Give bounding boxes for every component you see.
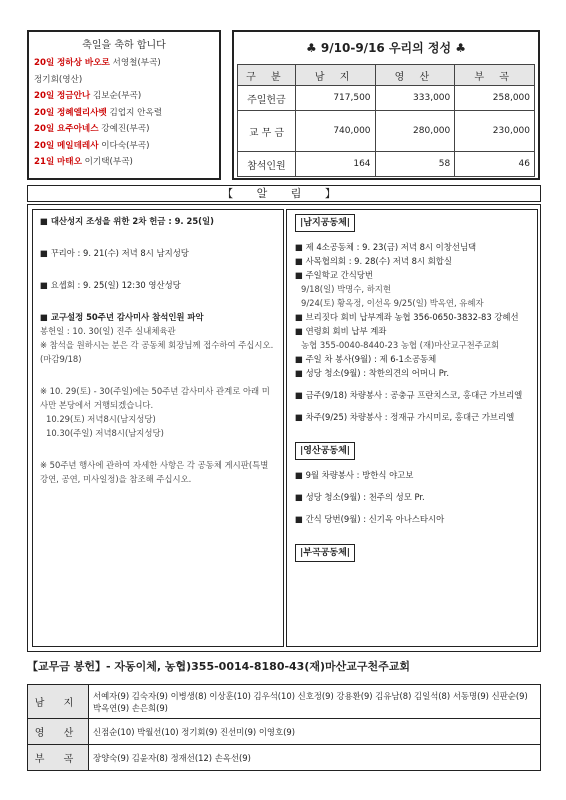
offering-box xyxy=(232,30,540,180)
offering-value: 333,000 xyxy=(375,86,455,111)
offering-row-label: 참석인원 xyxy=(238,152,296,177)
notice-item: ■ 간식 당번(9월) : 신기옥 아나스타시아 xyxy=(295,514,445,524)
feast-saint: 정혜엘리사벳 xyxy=(57,107,107,118)
feast-row xyxy=(34,154,214,171)
feast-row xyxy=(34,72,214,89)
offering-value: 58 xyxy=(375,152,455,177)
offering-header-cell: 구 분 xyxy=(238,65,296,86)
notice-item: ■ 9월 차량봉사 : 방한식 야고보 xyxy=(295,470,414,480)
offering-row-label: 주일헌금 xyxy=(238,86,296,111)
notice-item: ■ 금주(9/18) 차량봉사 : 공충규 프란치스코, 홍대근 가브리엘 xyxy=(295,390,523,400)
donor-row xyxy=(28,745,541,771)
offering-value: 230,000 xyxy=(455,111,535,152)
donor-row xyxy=(28,719,541,745)
feast-list xyxy=(34,55,214,171)
donor-table xyxy=(27,684,541,771)
notice-subitem: 9/18(일) 박명수, 하지현 xyxy=(301,284,391,294)
feast-row xyxy=(34,55,214,72)
offering-row xyxy=(238,111,535,152)
notice-item: ■ 제 4소공동체 : 9. 23(금) 저녁 8시 이창선님댁 xyxy=(295,242,477,252)
feast-saint: 메일데레사 xyxy=(57,140,99,151)
donor-row xyxy=(28,685,541,719)
notice-item: ※ 50주년 행사에 관하여 자세한 사항은 각 공동체 게시판(특별강연, 공연, 미사일정)을 참조해 주십시오. xyxy=(40,460,269,484)
notice-subitem: 10.29(토) 저녁8시(남지성당) xyxy=(46,414,156,424)
offering-header-cell: 남 지 xyxy=(295,65,375,86)
notice-item: ■ 주일 차 봉사(9월) : 제 6-1소공동체 xyxy=(295,354,437,364)
feast-row xyxy=(34,105,214,122)
feast-people: 김업지 안옥렬 xyxy=(109,107,163,118)
feast-saint: 마태오 xyxy=(57,157,82,167)
offering-value: 164 xyxy=(295,152,375,177)
notice-item: ■ 꾸리아 : 9. 21(수) 저녁 8시 남지성당 xyxy=(40,248,189,258)
feast-header: 축일을 축하 합니다 xyxy=(82,40,166,51)
feast-day: 20일 xyxy=(34,58,55,68)
community-heading-bugok: |부곡공동체| xyxy=(295,544,355,562)
notice-item: ■ 요셉회 : 9. 25(일) 12:30 영산성당 xyxy=(40,280,181,290)
community-heading-yeongsan: |영산공동체| xyxy=(295,442,355,460)
feast-day-box xyxy=(27,30,221,180)
feast-saint: 정하상 바오로 xyxy=(57,58,110,68)
notice-general-column xyxy=(32,209,284,647)
offering-value: 717,500 xyxy=(295,86,375,111)
notice-subitem: ※ 참석을 원하시는 분은 각 공동체 회장님께 접수하여 주십시오.(마감9/18) xyxy=(40,340,274,364)
feast-day: 20일 xyxy=(34,91,55,101)
offering-table xyxy=(237,64,535,177)
feast-saint: 정금안나 xyxy=(57,91,91,101)
notice-box xyxy=(27,204,541,652)
offering-row-label: 교 무 금 xyxy=(238,111,296,152)
donor-names: 장양숙(9) 김윤자(8) 정재선(12) 손옥선(9) xyxy=(89,745,541,771)
feast-people: 강예진(부곡) xyxy=(101,124,150,134)
offering-title: ♣ 9/10-9/16 우리의 정성 ♣ xyxy=(305,41,467,55)
notice-item: ■ 차주(9/25) 차량봉사 : 정재규 가시미로, 홍대근 가브리엘 xyxy=(295,412,515,422)
offering-row xyxy=(238,86,535,111)
feast-people: 김보순(부곡) xyxy=(92,91,142,101)
donor-row-label: 부 곡 xyxy=(28,745,89,771)
offering-header-row xyxy=(238,65,535,86)
feast-row xyxy=(34,138,214,155)
feast-day: 20일 xyxy=(34,107,55,118)
notice-title: 【 알 림 】 xyxy=(27,185,541,202)
notice-item: ■ 주일학교 간식당번 xyxy=(295,270,373,280)
feast-people: 이다숙(부곡) xyxy=(101,140,150,151)
offering-account-line: 【교무금 봉헌】- 자동이체, 농협)355-0014-8180-43(재)마산교구천주교회 xyxy=(27,660,411,673)
donor-names: 서예자(9) 김숙자(9) 이병생(8) 이상훈(10) 김우석(10) 신호정(9) 강용환(9) 김유남(8) 김일석(8) 서동명(9) 신판순(9) 박옥연(9) 손은희(9) xyxy=(89,685,541,719)
feast-people: 정기회(영산) xyxy=(34,74,83,85)
feast-people: 이기택(부곡) xyxy=(84,157,133,167)
community-heading-namji: |남지공동체| xyxy=(295,214,355,232)
offering-header-cell: 부 곡 xyxy=(455,65,535,86)
donor-row-label: 영 산 xyxy=(28,719,89,745)
notice-subitem: 10.30(주일) 저녁8시(남지성당) xyxy=(46,428,164,438)
offering-value: 46 xyxy=(455,152,535,177)
notice-item: ■ 성당 청소(9월) : 천주의 성모 Pr. xyxy=(295,492,425,502)
notice-subitem: 봉헌일 : 10. 30(일) 진주 실내체육관 xyxy=(40,326,176,336)
notice-item: ■ 교구설정 50주년 감사미사 참석인원 파악 xyxy=(40,312,204,322)
notice-item: ■ 연령회 회비 납부 계좌 xyxy=(295,326,387,336)
feast-people: 서영철(부곡) xyxy=(112,58,161,68)
feast-row xyxy=(34,88,214,105)
feast-day: 20일 xyxy=(34,140,55,151)
notice-item: ■ 대산성지 조성을 위한 2차 헌금 : 9. 25(일) xyxy=(40,216,214,226)
donor-names: 신점순(10) 박월선(10) 정기회(9) 진선미(9) 이영호(9) xyxy=(89,719,541,745)
offering-header-cell: 영 산 xyxy=(375,65,455,86)
notice-item: ■ 성당 청소(9월) : 착한의견의 어머니 Pr. xyxy=(295,368,449,378)
notice-community-column xyxy=(286,209,538,647)
notice-item: ■ 사목협의회 : 9. 28(수) 저녁 8시 회합실 xyxy=(295,256,452,266)
notice-subitem: 9/24(토) 황옥정, 이선옥 9/25(일) 박옥연, 유혜자 xyxy=(301,298,484,308)
feast-saint: 요주아네스 xyxy=(57,124,99,134)
donor-list xyxy=(27,684,541,774)
notice-subitem: 농협 355-0040-8440-23 농협 (재)마산교구천주교회 xyxy=(301,340,500,350)
feast-row xyxy=(34,121,214,138)
notice-item: ■ 브리짓다 회비 납부계좌 농협 356-0650-3832-83 강혜선 xyxy=(295,312,519,322)
offering-row xyxy=(238,152,535,177)
offering-value: 280,000 xyxy=(375,111,455,152)
notice-item: ※ 10. 29(토) - 30(주일)에는 50주년 감사미사 관계로 아래 미사만 본당에서 거행되겠습니다. xyxy=(40,386,270,410)
offering-value: 258,000 xyxy=(455,86,535,111)
donor-row-label: 남 지 xyxy=(28,685,89,719)
feast-day: 20일 xyxy=(34,124,55,134)
feast-day: 21일 xyxy=(34,157,55,167)
offering-value: 740,000 xyxy=(295,111,375,152)
